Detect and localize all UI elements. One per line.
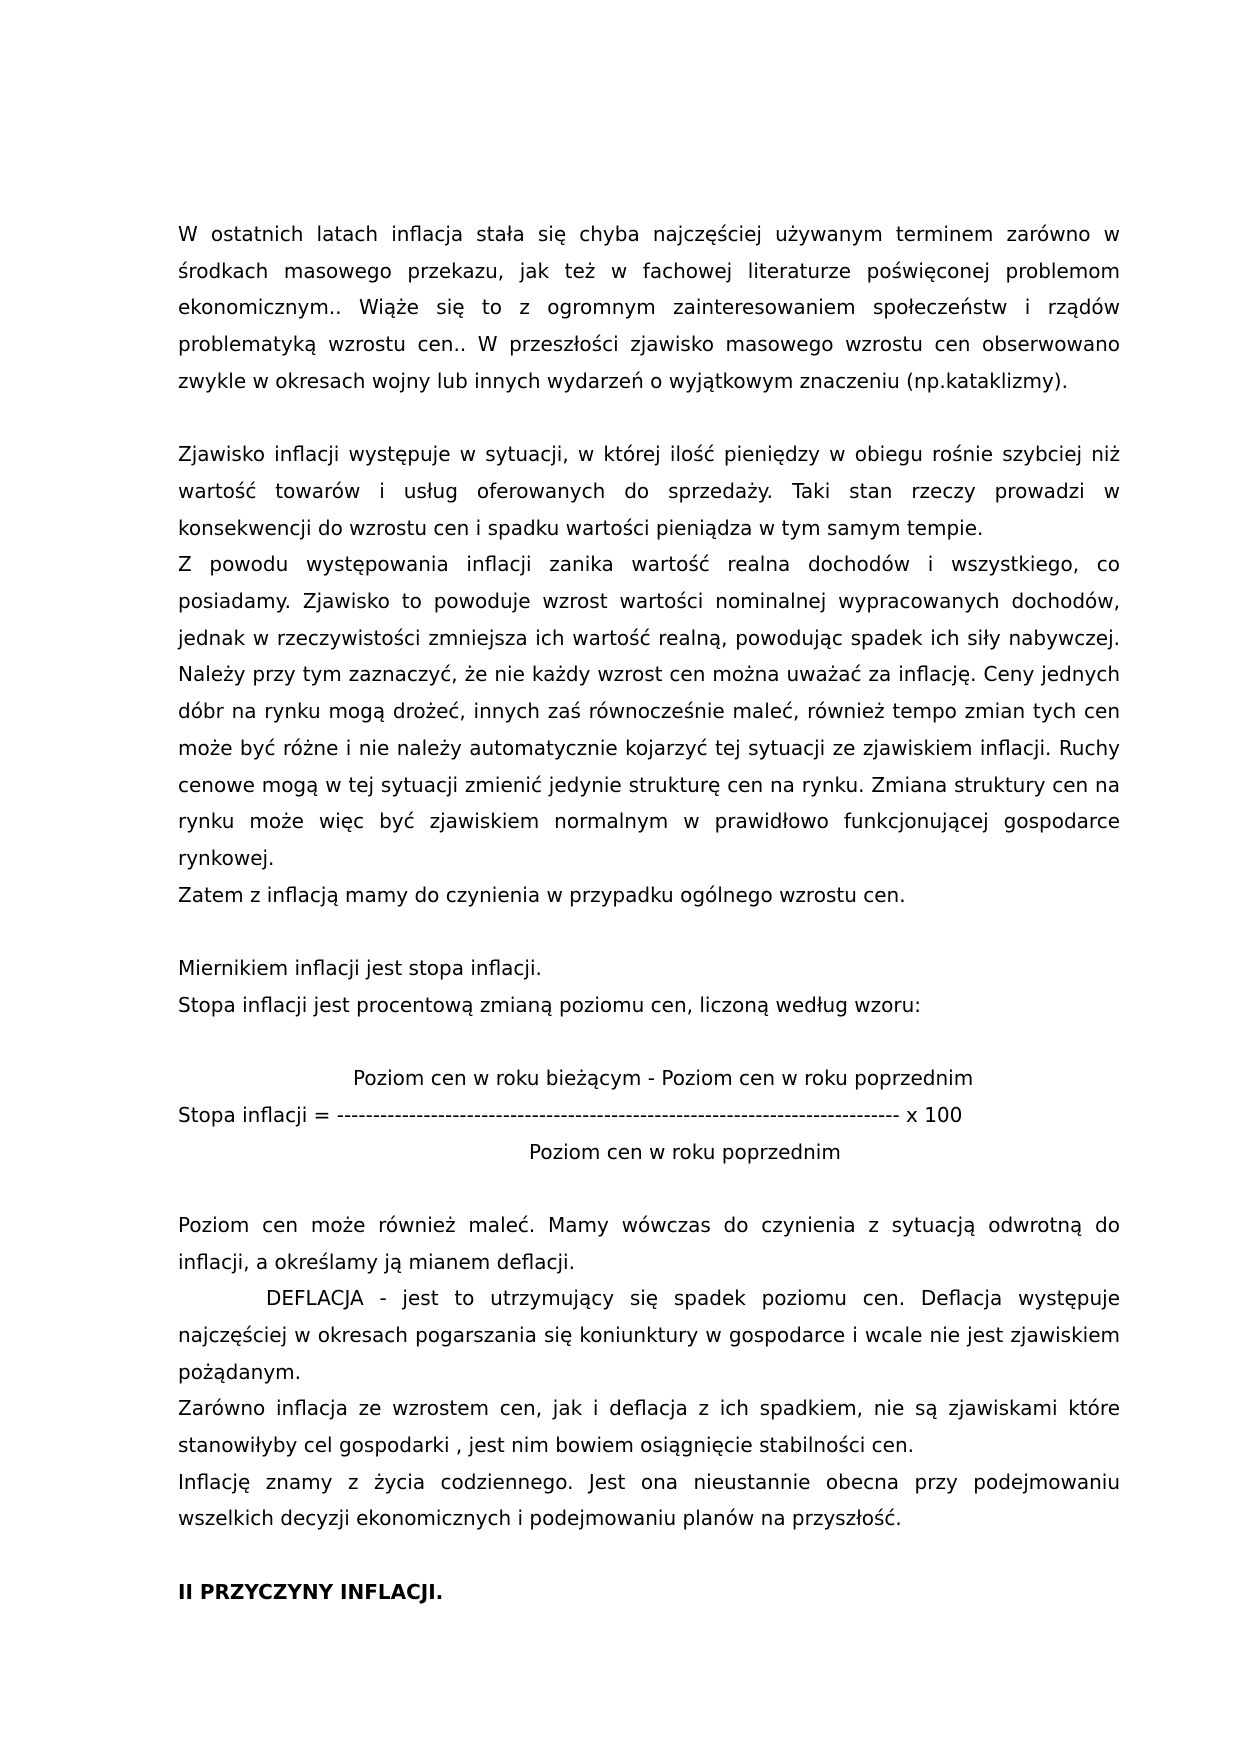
paragraph-deflation-definition: DEFLACJA - jest to utrzymujący się spadek poziomu cen. Deflacja występuje najczęściej w okresach pogarszania się koniunktury w gospodarce i wcale nie jest zjawiskiem pożądanym.	[178, 1286, 1120, 1384]
paragraph-price-stability: Zarówno inflacja ze wzrostem cen, jak i deflacja z ich spadkiem, nie są zjawiskami które stanowiłyby cel gospodarki , jest nim bowiem osiągnięcie stabilności cen.	[178, 1396, 1120, 1458]
paragraph-general: Zatem z inflacją mamy do czynienia w przypadku ogólnego wzrostu cen.	[178, 882, 906, 907]
section-heading: II PRZYCZYNY INFLACJI.	[178, 1579, 444, 1604]
spacer	[178, 1170, 1120, 1207]
paragraph-measure: Miernikiem inflacji jest stopa inflacji.	[178, 956, 542, 981]
paragraph-intro: W ostatnich latach inflacja stała się chyba najczęściej używanym terminem zarówno w środkach masowego przekazu, jak też w fachowej literaturze poświęconej problemom ekonomicznym.. Wiąże się to z ogromnym zainteresowaniem społeczeństw i rządów problematyką wzrostu cen.. W przeszłości zjawisko masowego wzrostu cen obserwowano zwykle w okresach wojny lub innych wydarzeń o wyjątkowym znaczeniu (np.kataklizmy).	[178, 222, 1120, 393]
spacer	[178, 1537, 1120, 1574]
paragraph-definition: Zjawisko inflacji występuje w sytuacji, w której ilość pieniędzy w obiegu rośnie szybciej niż wartość towarów i usług oferowanych do sprzedaży. Taki stan rzeczy prowadzi w konsekwencji do wzrostu cen i spadku wartości pieniądza w tym samym tempie.	[178, 442, 1120, 540]
formula-numerator: Poziom cen w roku bieżącym - Poziom cen w roku poprzednim	[353, 1066, 974, 1091]
document-page	[178, 216, 1120, 1611]
paragraph-everyday: Inflację znamy z życia codziennego. Jest ona nieustannie obecna przy podejmowaniu wszelkich decyzji ekonomicznych i podejmowaniu planów na przyszłość.	[178, 1469, 1120, 1531]
spacer	[178, 400, 1120, 437]
paragraph-deflation-intro: Poziom cen może również maleć. Mamy wówczas do czynienia z sytuacją odwrotną do inflacji, a określamy ją mianem deflacji.	[178, 1212, 1120, 1274]
spacer	[178, 1023, 1120, 1060]
paragraph-rate: Stopa inflacji jest procentową zmianą poziomu cen, liczoną według wzoru:	[178, 992, 921, 1017]
inflation-rate-formula	[178, 1060, 1120, 1170]
paragraph-effects: Z powodu występowania inflacji zanika wartość realna dochodów i wszystkiego, co posiadamy. Zjawisko to powoduje wzrost wartości nominalnej wypracowanych dochodów, jednak w rzeczywistości zmniejsza ich wartość realną, powodując spadek ich siły nabywczej. Należy przy tym zaznaczyć, że nie każdy wzrost cen można uważać za inflację. Ceny jednych dóbr na rynku mogą drożeć, innych zaś równocześnie maleć, również tempo zmian tych cen może być różne i nie należy automatycznie kojarzyć tej sytuacji ze zjawiskiem inflacji. Ruchy cenowe mogą w tej sytuacji zmienić jedynie strukturę cen na rynku. Zmiana struktury cen na rynku może więc być zjawiskiem normalnym w prawidłowo funkcjonującej gospodarce rynkowej.	[178, 552, 1120, 870]
formula-fraction-line: Stopa inflacji = ------------------------------------------------------------------------------ x 100	[178, 1102, 963, 1127]
spacer	[178, 913, 1120, 950]
formula-denominator: Poziom cen w roku poprzednim	[529, 1139, 841, 1164]
